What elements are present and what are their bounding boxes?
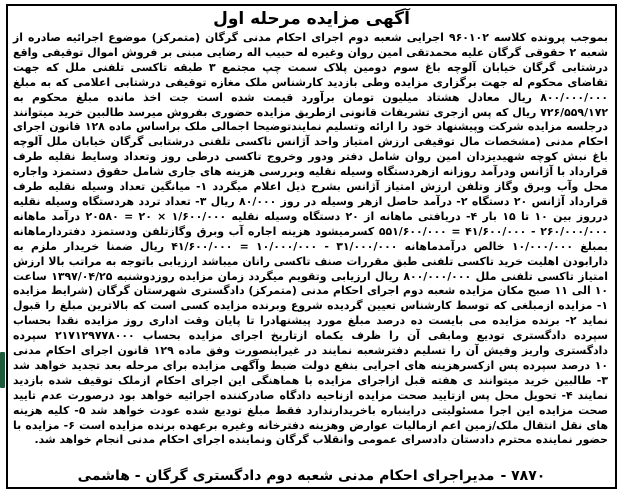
ad-code: ۷۸۷۰ - bbox=[500, 468, 546, 484]
signature-line: مدیراجرای احکام مدنی شعبه دوم دادگستری گرگان - هاشمی bbox=[77, 468, 495, 484]
notice-footer bbox=[8, 467, 615, 485]
notice-body: بموجب پرونده کلاسه ۹۶۰۱۰۲ اجرایی شعبه دوم اجرای احکام مدنی گرگان (متمرکز) موضوع اجرائیه صادره از شعبه ۲ حقوقی گرگان علیه محمدتقی امین روان وغیره له حبیب اله رضایی مبنی بر فروش اموال توقیفی واقع درشتابی گرگان خیابان آلوچه باغ سوم دومین پلاک سمت چپ مجتمع ۳ طبقه تاکسی تلفنی ملل که جهت تقاضای محکوم له جهت برگزاری مزایده وطی بازدید کارشناس ملک مغازه توقیفی درشتابی اعلامی که به مبلغ ۸۰۰/۰۰۰/۰۰۰ ریال معادل هشتاد میلیون تومان برآورد قیمت شده است جت اخذ مانده مبلغ محکوم به ۷۲۶/۵۵۹/۱۷۲ ریال که پس ازجری تشریفات قانونی ازطریق مزایده حضوری بفروش میرسد طالبین خرید میتوانند درجلسه مزایده شرکت وپیشنهاد خود را ارائه وتسلیم نمایندتوضیحا اجمالی ملک براساس ماده ۱۲۸ قانون اجرای احکام مدنی (مشخصات مال توقیفی ارزش امتیاز واحد آژانس تاکسی تلفنی درشتابی گرگان خیابان ملل آلوچه باغ نبش کوچه شهیدیزدان امین روان شامل دفتر ودور وخروج تاکسی درطی روز وتعداد وسایط نقلیه طرف قرارداد با آژانس ودرآمد روزانه ازهردستگاه وسیله نقلیه وبررسی هزینه های جاری شامل حقوق دستمزد واجاره محل وآب وبرق وگاز وتلفن ارزش امتیاز آژانس بشرح ذیل اعلام میگردد ۱- میانگین تعداد وسیله نقلیه طرف قرارداد آژانس ۲۰ دستگاه ۲- درآمد حاصل ازهر وسیله در روز ۸۰/۰۰۰ ریال ۳- تعداد تردد هردستگاه وسیله نقلیه درروز بین ۱۰ تا ۱۵ بار ۴- دریافتی ماهانه از ۲۰ دستگاه وسیله نقلیه ۱/۶۰۰/۰۰۰ × ۲۰ = ۲۰۵۸۰ درآمد ماهانه ۲۶۰/۰۰۰/۰۰۰ - ۴۱/۶۰۰/۰۰۰ = ۵۵۱/۶۰۰/۰۰۰ کسرمیشود هزینه اجاره آب وبرق وگازتلفن ودستمزد دفتردارماهانه بمبلغ ۱۰/۰۰۰/۰۰۰ خالص درآمدماهانه ۳۱/۰۰۰/۰۰۰ - ۱۰/۰۰۰/۰۰۰ = ۴۱/۶۰۰/۰۰۰ ریال ضمنا خریدار ملزم به دارابودن اهلیت خرید تاکسی تلفنی طبق مقررات صنف تاکسی رانان میباشد ارزیابی باتوجه به مراتب بالا ارزش امتیاز تاکسی تلفنی ملل ۸۰۰/۰۰۰/۰۰۰ ریال ارزیابی وتقویم میگردد زمان مزایده روزدوشنبه ۱۳۹۷/۰۴/۲۵ ساعت ۱۰ الی ۱۱ صبح مکان مزایده شعبه دوم اجرای احکام مدنی (متمرکز) دادگستری شهرستان گرگان (شرایط مزایده ۱- مزایده ازمبلغی که توسط کارشناس تعیین گردیده شروع وبرنده مزایده کسی است که بالاترین مبلغ را قبول نماید ۲- برنده مزایده می بایست ده درصد مبلغ مورد پیشنهادرا تا پایان وقت اداری روز مزایده نقدا بحساب سپرده دادگستری تودیع ومابقی آن را ظرف یکماه ازتاریخ اجرای مزایده بحساب ۲۱۷۱۲۹۷۷۸۰۰۰ سپرده دادگستری واریز وفیش آن را تسلیم دفترشعبه نمایند در غیراینصورت وفق ماده ۱۲۹ قانون اجرای احکام مدنی ۱۰ درصد سپرده پس ازکسرهزینه های اجرایی بنفع دولت ضبط وآگهی مزایده برای مرحله بعد تجدید خواهد شد ۳- طالبین خرید میتوانند ی هفته قبل ازاجرای مزایده با هماهنگی این اجرای احکام ازملک توقیف شده بازدید نمایند ۴- تحویل محل پس ازتایید صحت مزایده ازناحیه دادگاه صادرکننده اجرائیه خواهد بود درصورت عدم تایید صحت مزایده این اجرا مسئولیتی دراینباره باخریدارندارد فقط مبلغ تودیع شده عودت خواهد شد ۵- کلیه هزینه های نقل انتقال ملک/زمین اعم ازمالیات عوارض وهزینه دفترخانه وغیره برعهده برنده مزایده است ۶- مزایده با حضور نماینده محترم دادستان دادسرای عمومی وانقلاب گرگان ونماینده اجرای احکام مدنی انجام خواهد شد. bbox=[13, 31, 609, 447]
notice-title: آگهی مزایده مرحله اول bbox=[213, 9, 410, 29]
auction-notice bbox=[6, 4, 617, 489]
side-marker bbox=[0, 352, 5, 388]
